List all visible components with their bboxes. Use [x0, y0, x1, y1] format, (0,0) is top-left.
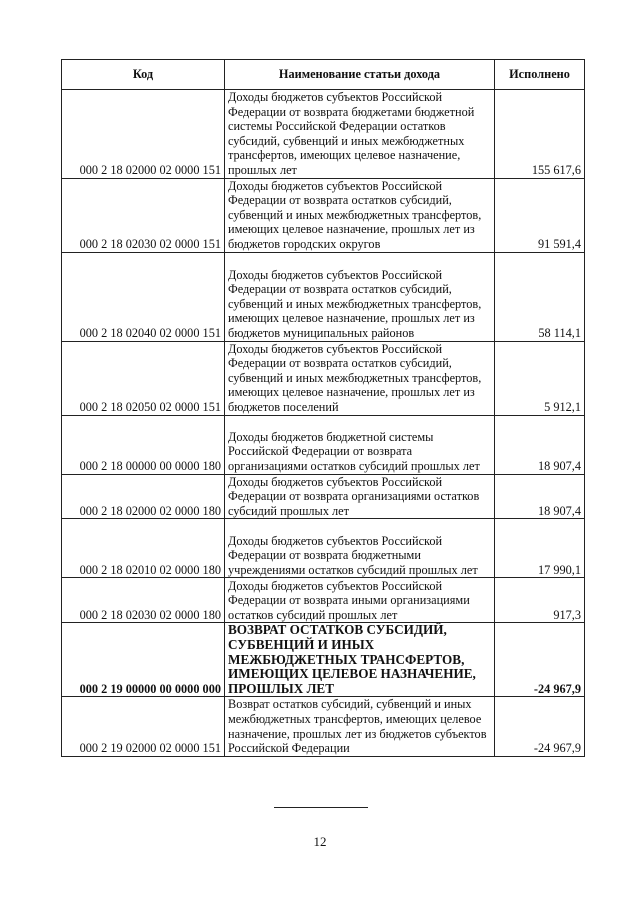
row-code: 000 2 18 02010 02 0000 180 — [62, 519, 225, 578]
row-name: Возврат остатков субсидий, субвенций и иных межбюджетных трансфертов, имеющих целевое назначение, прошлых лет из бюджетов субъектов Российской Федерации — [225, 697, 495, 756]
row-name: Доходы бюджетов бюджетной системы Российской Федерации от возврата организациями остатков субсидий прошлых лет — [225, 415, 495, 474]
page-number: 12 — [313, 834, 327, 849]
table-row — [62, 90, 585, 179]
row-code: 000 2 19 02000 02 0000 151 — [62, 697, 225, 756]
table-row-total — [62, 623, 585, 697]
header-amount: Исполнено — [495, 60, 585, 90]
row-name: Доходы бюджетов субъектов Российской Федерации от возврата организациями остатков субсидий прошлых лет — [225, 474, 495, 519]
header-name: Наименование статьи дохода — [225, 60, 495, 90]
row-name: ВОЗВРАТ ОСТАТКОВ СУБСИДИЙ, СУБВЕНЦИЙ И ИНЫХ МЕЖБЮДЖЕТНЫХ ТРАНСФЕРТОВ, ИМЕЮЩИХ ЦЕЛЕВОЕ НАЗНАЧЕНИЕ, ПРОШЛЫХ ЛЕТ — [225, 623, 495, 697]
row-code: 000 2 18 02000 02 0000 151 — [62, 90, 225, 179]
row-name: Доходы бюджетов субъектов Российской Федерации от возврата бюджетными учреждениями остатков субсидий прошлых лет — [225, 519, 495, 578]
table-row — [62, 519, 585, 578]
revenue-table — [61, 59, 585, 757]
row-amount: -24 967,9 — [495, 697, 585, 756]
table-row — [62, 252, 585, 341]
row-code: 000 2 18 02030 02 0000 151 — [62, 178, 225, 252]
row-amount: 917,3 — [495, 578, 585, 623]
row-name: Доходы бюджетов субъектов Российской Федерации от возврата остатков субсидий, субвенций и иных межбюджетных трансфертов, имеющих целевое назначение, прошлых лет из бюджетов городских округов — [225, 178, 495, 252]
row-amount: -24 967,9 — [495, 623, 585, 697]
row-amount: 18 907,4 — [495, 415, 585, 474]
row-amount: 17 990,1 — [495, 519, 585, 578]
row-code: 000 2 18 02050 02 0000 151 — [62, 341, 225, 415]
table-header-row — [62, 60, 585, 90]
table-row — [62, 178, 585, 252]
row-code: 000 2 18 00000 00 0000 180 — [62, 415, 225, 474]
row-code: 000 2 18 02030 02 0000 180 — [62, 578, 225, 623]
table-row — [62, 474, 585, 519]
row-amount: 91 591,4 — [495, 178, 585, 252]
table-row — [62, 415, 585, 474]
header-code: Код — [62, 60, 225, 90]
row-code: 000 2 18 02000 02 0000 180 — [62, 474, 225, 519]
row-amount: 18 907,4 — [495, 474, 585, 519]
row-amount: 5 912,1 — [495, 341, 585, 415]
row-name: Доходы бюджетов субъектов Российской Федерации от возврата иными организациями остатков субсидий прошлых лет — [225, 578, 495, 623]
row-name: Доходы бюджетов субъектов Российской Федерации от возврата бюджетами бюджетной системы Российской Федерации остатков субсидий, субвенций и иных межбюджетных трансфертов, имеющих целевое назначение, прошлых лет — [225, 90, 495, 179]
row-name: Доходы бюджетов субъектов Российской Федерации от возврата остатков субсидий, субвенций и иных межбюджетных трансфертов, имеющих целевое назначение, прошлых лет из бюджетов муниципальных районов — [225, 252, 495, 341]
footer-divider — [274, 807, 368, 808]
table-row — [62, 341, 585, 415]
table-row — [62, 697, 585, 756]
row-code: 000 2 18 02040 02 0000 151 — [62, 252, 225, 341]
table-row — [62, 578, 585, 623]
row-name: Доходы бюджетов субъектов Российской Федерации от возврата остатков субсидий, субвенций и иных межбюджетных трансфертов, имеющих целевое назначение, прошлых лет из бюджетов поселений — [225, 341, 495, 415]
row-amount: 58 114,1 — [495, 252, 585, 341]
row-amount: 155 617,6 — [495, 90, 585, 179]
row-code: 000 2 19 00000 00 0000 000 — [62, 623, 225, 697]
